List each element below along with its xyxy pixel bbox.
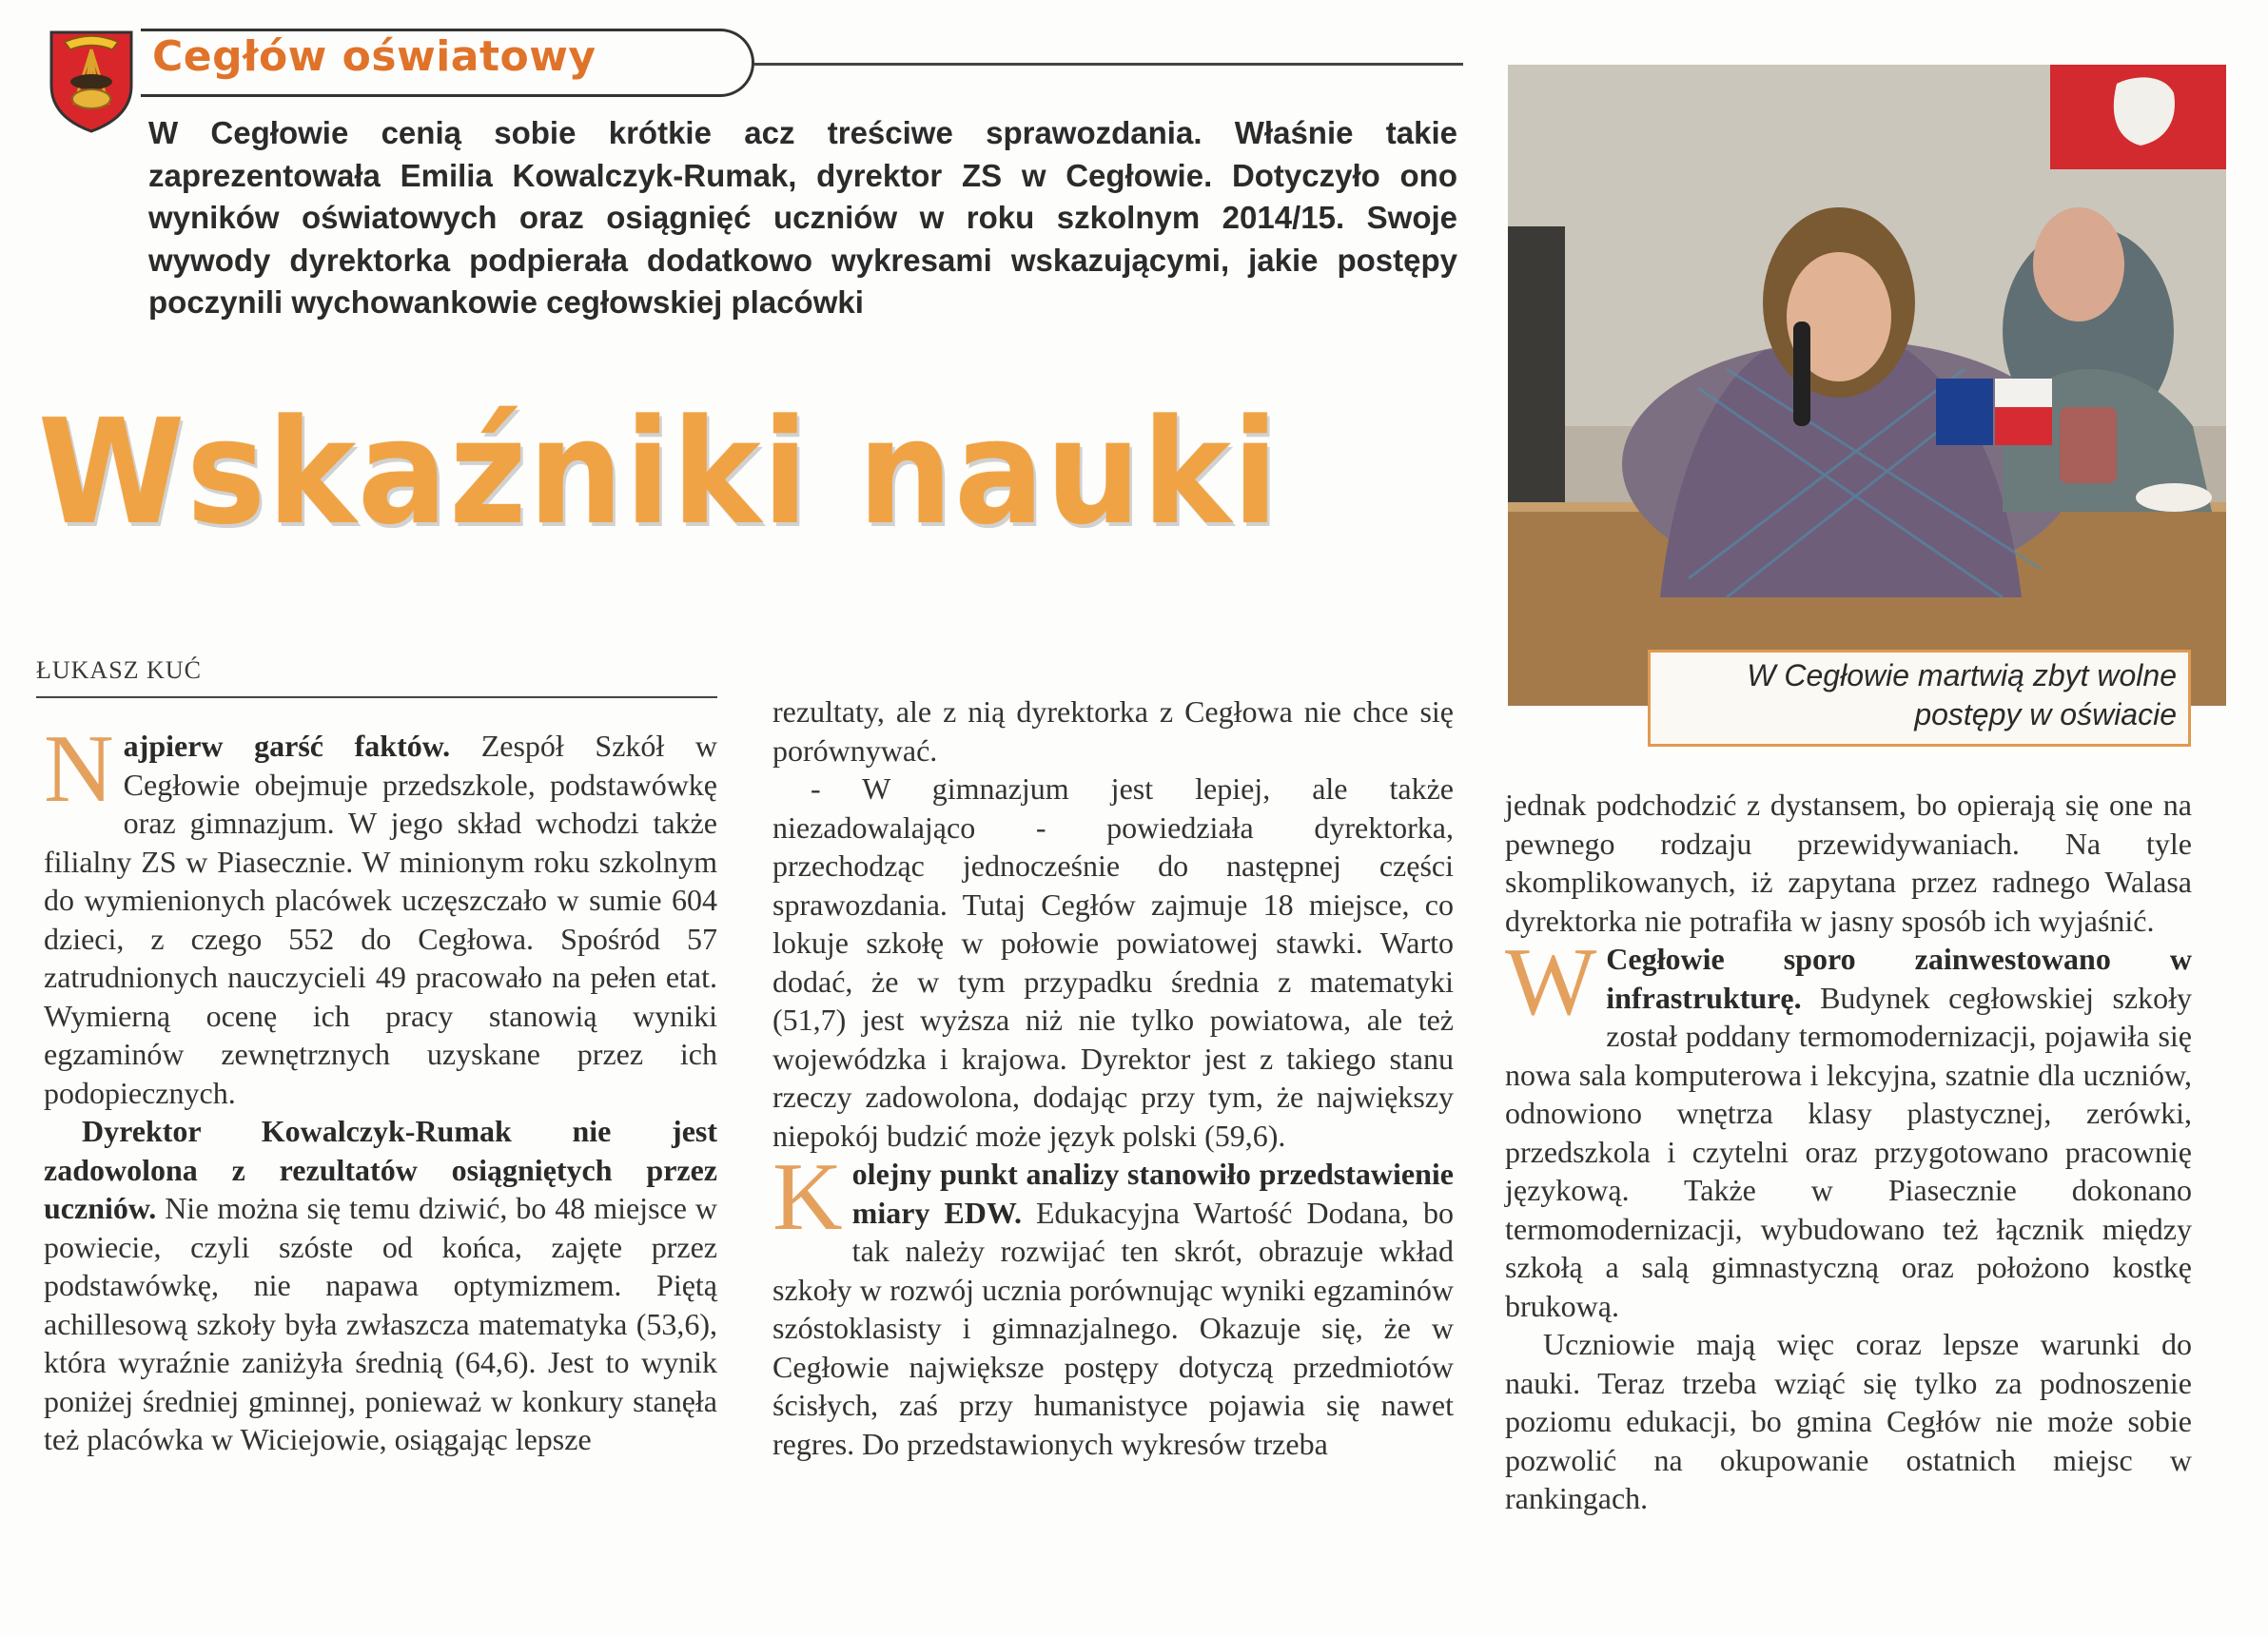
paragraph-lead: Dyrektor Kowalczyk-Rumak nie jest zadowolona z rezultatów osiągniętych przez uczniów. [44,1114,717,1225]
drop-cap: W [1505,928,1597,1036]
lead-paragraph: W Cegłowie cenią sobie krótkie acz treściwe sprawozdania. Właśnie takie zaprezentowała Emilia Kowalczyk-Rumak, dyrektor ZS w Cegłowie. Dotyczyło ono wyników oświatowych oraz osiągnięć uczniów w roku szkolnym 2014/15. Swoje wywody dyrektorka podpierała dodatkowo wykresami wskazującymi, jakie postępy poczynili wychowankowie cegłowskiej placówki [148,115,1457,320]
drop-cap: N [44,715,114,823]
article-paragraph: - W gimnazjum jest lepiej, ale także niezadowalająco - powiedziała dyrektorka, przechodząc jednocześnie do następnej części sprawozdania. Tutaj Cegłów zajmuje 18 miejsce, co lokuje szkołę w połowie powiatowej stawki. Warto dodać, że w tym przypadku średnia z matematyki (51,7) jest wyższa niż nie tylko powiatowa, ale też wojewódzka i krajowa. Dyrektor jest z takiego stanu rzeczy zadowolona, dodając przy tym, że największy niepokój budzić może język polski (59,6). [772,771,1454,1153]
photo-caption: W Cegłowie martwią zbyt wolne postępy w oświacie [1747,658,2177,731]
article-column-2 [772,692,1454,1463]
article-column-3 [1505,786,2192,1518]
header-rule [754,63,1463,66]
paragraph-text: Budynek cegłowskiej szkoły został poddany termomodernizacji, pojawiła się nowa sala komputerowa i lekcyjna, szatnie dla uczniów, odnowiono wnętrza klasy plastycznej, zerówki, przedszkola i czytelni oraz przygotowano pracownię językową. Także w Piasecznie dokonano termomodernizacji, wybudowano też łącznik między szkołą a salą gimnastyczną oraz położono kostkę brukową. [1505,980,2192,1323]
article-paragraph [44,1112,717,1459]
article-paragraph: jednak podchodzić z dystansem, bo opierają się one na pewnego rodzaju przewidywaniach. Na tyle skomplikowanych, iż zapytana przez radnego Walasa dyrektorka nie potrafiła w jasny sposób ich wyjaśnić. [1505,788,2192,938]
article-paragraph [1505,928,2192,1325]
paragraph-lead: ajpierw garść faktów. [123,729,451,763]
paragraph-text: Edukacyjna Wartość Dodana, bo tak należy rozwijać ten skrót, obrazuje wkład szkoły w rozwój ucznia porównując wyniki egzaminów szóstoklasisty i gimnazjalnego. Okazuje się, że w Cegłowie największe postępy dotyczą przedmiotów ścisłych, zaś przy humanistyce pojawia się nawet regres. Do przedstawionych wykresów trzeba [772,1195,1455,1461]
paragraph-lead: olejny punkt analizy stanowiło przedstawienie miary EDW. [851,1157,1454,1230]
byline-rule [36,696,717,698]
article-column-1 [44,715,718,1459]
headline: Wskaźniki nauki [38,388,1281,556]
municipal-crest-logo [46,29,137,135]
article-paragraph [772,1143,1455,1463]
paragraph-text: Zespół Szkół w Cegłowie obejmuje przedszkole, podstawówkę oraz gimnazjum. W jego skład wchodzi także filialny ZS w Piasecznie. W minionym roku szkolnym do wymienionych placówek uczęszczało w sumie 604 dzieci, z czego 552 do Cegłowa. Spośród 57 zatrudnionych nauczycieli 49 pracowało na pełen etat. Wymierną ocenę ich pracy stanowią wyniki egzaminów zewnętrznych uzyskane przez ich podopiecznych. [44,729,718,1110]
article-paragraph [44,715,718,1112]
paragraph-text: Nie można się temu dziwić, bo 48 miejsce w powiecie, czyli szóste od końca, zajęte przez podstawówkę, nie napawa optymizmem. Piętą achillesową szkoły była zwłaszcza matematyka (53,6), która wyraźnie zaniżyła średnią (64,6). Jest to wynik poniżej średniej gminnej, ponieważ w konkury stanęła też placówka w Wiciejowie, osiągając lepsze [44,1191,717,1456]
byline: ŁUKASZ KUĆ [36,656,202,684]
section-title: Cegłów oświatowy [152,32,596,81]
article-paragraph: Uczniowie mają więc coraz lepsze warunki do nauki. Teraz trzeba wziąć się tylko za podnoszenie poziomu edukacji, bo gmina Cegłów nie może sobie pozwolić na okupowanie ostatnich miejsc w rankingach. [1505,1327,2192,1515]
article-photo [1508,65,2226,706]
drop-cap: K [772,1143,843,1251]
article-paragraph: rezultaty, ale z nią dyrektorka z Cegłowa nie chce się porównywać. [772,694,1454,768]
paragraph-lead: Cegłowie sporo zainwestowano w infrastrukturę. [1606,942,2192,1015]
